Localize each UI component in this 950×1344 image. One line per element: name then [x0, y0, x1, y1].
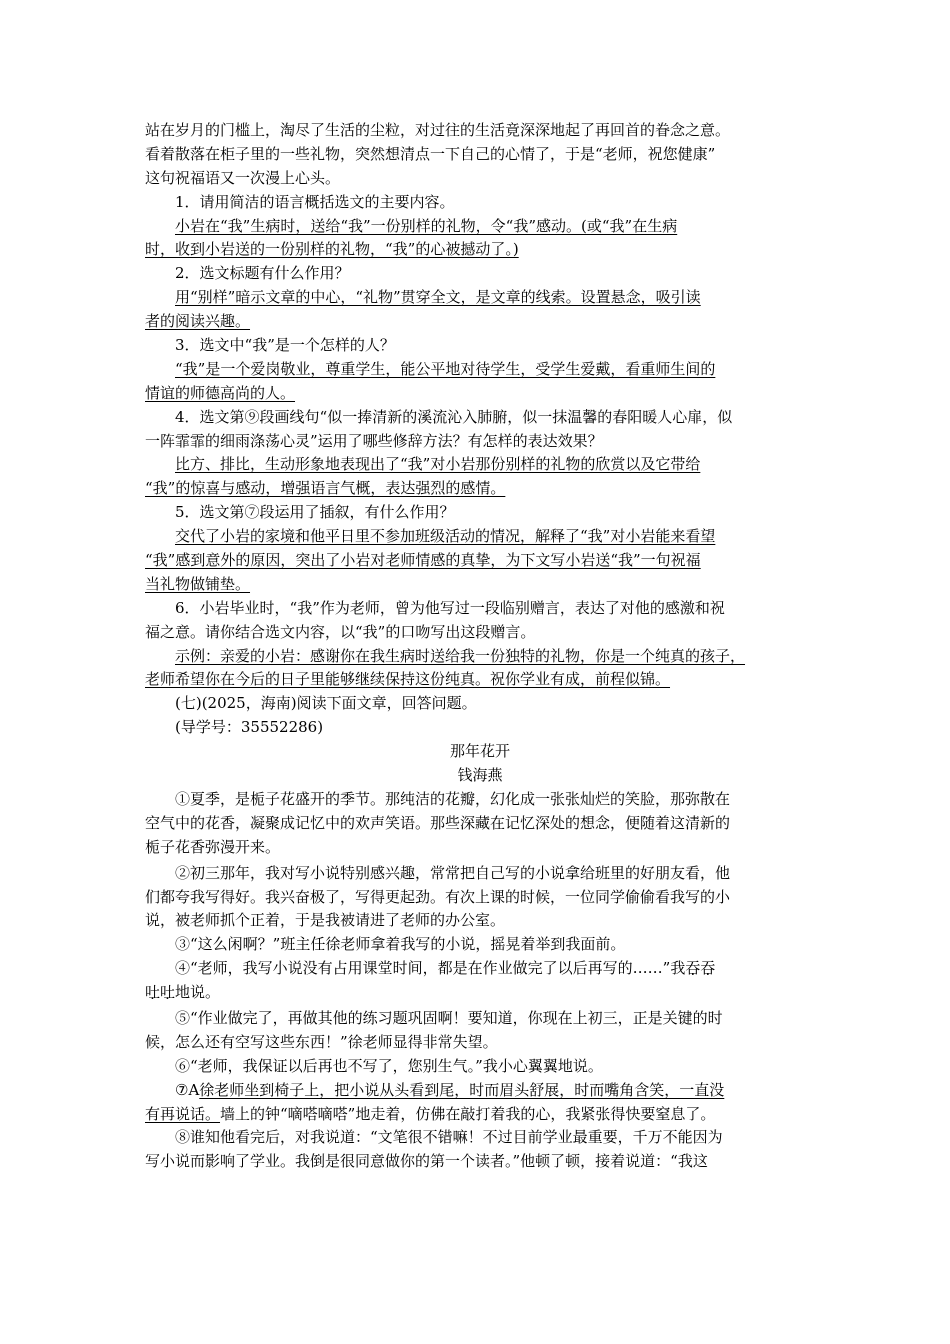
emphasis-char: 吞	[685, 959, 701, 978]
answer-text: 当礼物做铺垫。	[145, 574, 251, 593]
answer-5-line	[145, 573, 815, 597]
answer-text: “我”感到意外的原因，突出了小岩对老师情感的真挚，为下文写小岩送“我”一句祝福	[145, 551, 701, 570]
paragraph-line: ⑧谁知他看完后，对我说道：“文笔很不错嘛！不过目前学业最重要，千万不能因为	[175, 1128, 723, 1147]
underlined-sentence: 有再说话。	[145, 1104, 221, 1123]
paragraph-line	[145, 981, 815, 1005]
answer-3-line	[145, 382, 815, 406]
paragraph-text: 墙上的钟“嘀嗒嘀嗒”地走着，仿佛在敲打着我的心，我紧张得快要窒息了。	[220, 1104, 716, 1123]
sentence-marker: ⑦A	[175, 1080, 200, 1099]
paragraph-line: 空气中的花香，凝聚成记忆中的欢声笑语。那些深藏在记忆深处的想念，便随着这清新的	[145, 813, 731, 832]
paragraph-line: 们都夸我写得好。我兴奋极了，写得更起劲。有次上课的时候，一位同学偷偷看我写的小	[145, 887, 731, 906]
emphasis-char: 吐	[145, 983, 161, 1002]
underlined-sentence: 徐老师坐到椅子上，把小说从头看到尾，时而眉头舒展，时而嘴角含笑，一直没	[199, 1080, 725, 1099]
answer-2-line	[145, 310, 815, 334]
emphasis-char: 吐	[160, 983, 176, 1002]
answer-text: 情谊的师德高尚的人。	[145, 383, 296, 402]
paragraph-line: 栀子花香弥漫开来。	[145, 837, 281, 856]
question-4: 4．选文第⑨段画线句“似一捧清新的溪流沁入肺腑，似一抹温馨的春阳暖人心扉，似	[175, 407, 733, 426]
emphasis-char: 吞	[700, 959, 716, 978]
answer-text: 者的阅读兴趣。	[145, 312, 251, 331]
answer-1-line	[145, 238, 815, 262]
paragraph-line: 写小说而影响了学业。我倒是很同意做你的第一个读者。”他顿了顿，接着说道：“我这	[145, 1152, 708, 1171]
answer-text: 比方、排比，生动形象地表现出了“我”对小岩那份别样的礼物的欣赏以及它带给	[175, 455, 701, 474]
answer-4-line	[145, 477, 815, 501]
intro-line: 这句祝福语又一次漫上心头。	[145, 168, 341, 187]
guide-number: (导学号：35552286)	[175, 718, 324, 737]
question-4-cont: 一阵霏霏的细雨涤荡心灵”运用了哪些修辞方法？有怎样的表达效果？	[145, 431, 603, 450]
article-title: 那年花开	[449, 742, 510, 761]
paragraph-line	[145, 1079, 815, 1103]
section-heading: (七)(2025，海南)阅读下面文章，回答问题。	[175, 694, 477, 713]
paragraph-line: ⑤“作业做完了，再做其他的练习题巩固啊！要知道，你现在上初三，正是关键的时	[175, 1008, 723, 1027]
answer-2-line	[145, 286, 815, 310]
answer-4-line	[145, 453, 815, 477]
answer-5-line	[145, 549, 815, 573]
question-6: 6．小岩毕业时，“我”作为老师，曾为他写过一段临别赠言，表达了对他的感激和祝	[175, 598, 725, 617]
answer-5-line	[145, 525, 815, 549]
page-content	[145, 119, 815, 1174]
answer-6-line	[145, 668, 815, 692]
question-5: 5．选文第⑦段运用了插叙，有什么作用？	[175, 503, 455, 522]
paragraph-line: ①夏季，是栀子花盛开的季节。那纯洁的花瓣，幻化成一张张灿烂的笑脸，那弥散在	[175, 789, 731, 808]
article-author: 钱海燕	[457, 766, 503, 785]
answer-text: 老师希望你在今后的日子里能够继续保持这份纯真。祝你学业有成，前程似锦。	[145, 670, 671, 689]
answer-text: 示例：亲爱的小岩：感谢你在我生病时送给我一份独特的礼物，你是一个纯真的孩子，	[175, 646, 746, 665]
question-3: 3．选文中“我”是一个怎样的人？	[175, 336, 395, 355]
question-6-cont: 福之意。请你结合选文内容，以“我”的口吻写出这段赠言。	[145, 622, 536, 641]
intro-line: 看着散落在柜子里的一些礼物，突然想清点一下自己的心情了，于是“老师，祝您健康”	[145, 144, 716, 163]
answer-3-line	[145, 358, 815, 382]
paragraph-line: ⑥“老师，我保证以后再也不写了，您别生气。”我小心翼翼地说。	[175, 1056, 603, 1075]
answer-text: “我”是一个爱岗敬业，尊重学生，能公平地对待学生，受学生爱戴，看重师生间的	[175, 359, 716, 378]
answer-1-line	[145, 215, 815, 239]
paragraph-line: 说，被老师抓个正着，于是我被请进了老师的办公室。	[145, 911, 506, 930]
paragraph-text: 地说。	[175, 983, 221, 1002]
answer-text: 小岩在“我”生病时，送给“我”一份别样的礼物，令“我”感动。(或“我”在生病	[175, 216, 678, 235]
question-1: 1．请用简洁的语言概括选文的主要内容。	[175, 192, 455, 211]
paragraph-line	[145, 957, 815, 981]
intro-line: 站在岁月的门槛上，淘尽了生活的尘粒，对过往的生活竟深深地起了再回首的眷念之意。	[145, 121, 731, 139]
answer-text: 用“别样”暗示文章的中心，“礼物”贯穿全文，是文章的线索。设置悬念，吸引读	[175, 288, 701, 307]
paragraph-line: ②初三那年，我对写小说特别感兴趣，常常把自己写的小说拿给班里的好朋友看，他	[175, 863, 731, 882]
question-2: 2．选文标题有什么作用？	[175, 264, 350, 283]
answer-text: “我”的惊喜与感动，增强语言气概，表达强烈的感情。	[145, 479, 506, 498]
paragraph-line	[145, 1103, 815, 1127]
answer-6-line	[145, 645, 815, 669]
paragraph-line: 候，怎么还有空写这些东西！”徐老师显得非常失望。	[145, 1032, 498, 1051]
answer-text: 时，收到小岩送的一份别样的礼物，“我”的心被撼动了。)	[145, 240, 519, 259]
paragraph-line: ③“这么闲啊？”班主任徐老师拿着我写的小说，摇晃着举到我面前。	[175, 935, 626, 954]
answer-text: 交代了小岩的家境和他平日里不参加班级活动的情况，解释了“我”对小岩能来看望	[175, 527, 716, 546]
paragraph-text: ④“老师，我写小说没有占用课堂时间，都是在作业做完了以后再写的……”我	[175, 959, 686, 978]
